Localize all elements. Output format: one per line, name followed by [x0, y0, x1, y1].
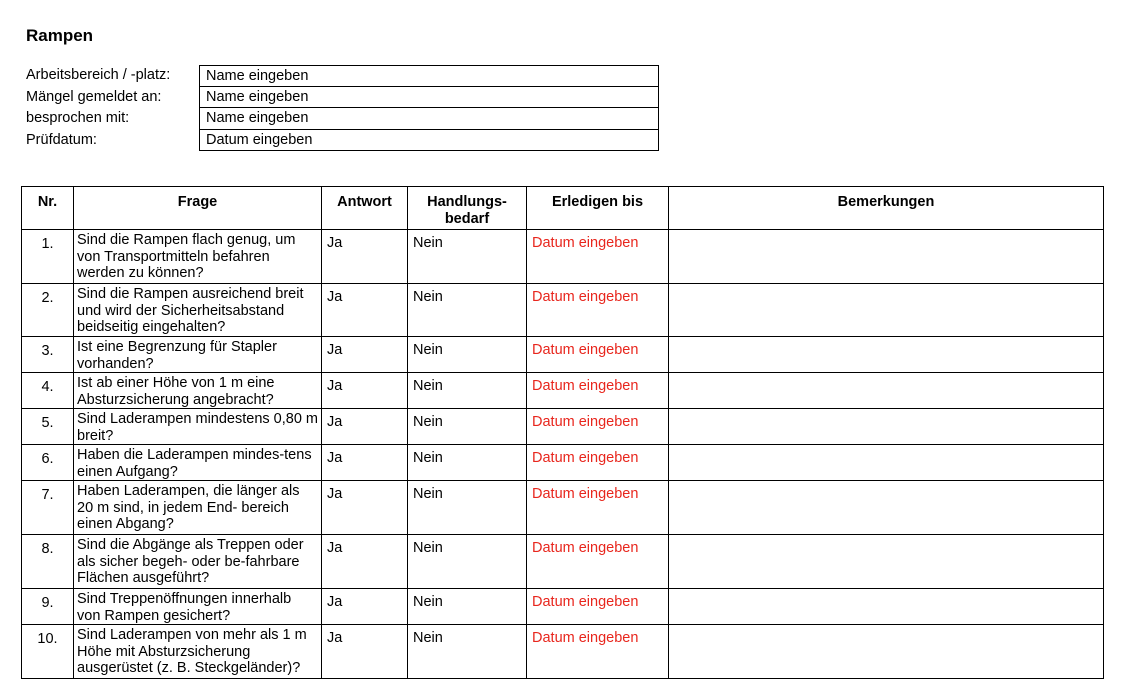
answer-ja[interactable]: Ja [322, 337, 408, 373]
remarks-field[interactable] [669, 481, 1104, 535]
due-date-field[interactable]: Datum eingeben [527, 230, 669, 284]
table-row [22, 284, 1104, 337]
table-row [22, 535, 1104, 589]
meta-row-arbeitsbereich [26, 65, 659, 87]
meta-info-block [26, 65, 659, 151]
meta-label: Prüfdatum: [26, 131, 97, 148]
answer-ja[interactable]: Ja [322, 625, 408, 679]
due-date-field[interactable]: Datum eingeben [527, 589, 669, 625]
row-number: 5. [22, 409, 74, 445]
answer-ja[interactable]: Ja [322, 284, 408, 337]
question-text: Sind Treppenöffnungen innerhalb von Rampen gesichert? [74, 589, 322, 625]
question-text: Sind die Rampen ausreichend breit und wird der Sicherheitsabstand beidseitig eingehalten? [74, 284, 322, 337]
table-header-row [22, 187, 1104, 230]
table-row [22, 589, 1104, 625]
meta-label: Arbeitsbereich / -platz: [26, 67, 171, 83]
remarks-field[interactable] [669, 535, 1104, 589]
table-row [22, 481, 1104, 535]
meta-label: Mängel gemeldet an: [26, 88, 162, 105]
remarks-field[interactable] [669, 337, 1104, 373]
action-nein[interactable]: Nein [408, 284, 527, 337]
action-nein[interactable]: Nein [408, 230, 527, 284]
question-text: Haben die Laderampen mindes-tens einen Aufgang? [74, 445, 322, 481]
meta-label: besprochen mit: [26, 110, 130, 126]
action-nein[interactable]: Nein [408, 373, 527, 409]
due-date-field[interactable]: Datum eingeben [527, 337, 669, 373]
remarks-field[interactable] [669, 409, 1104, 445]
answer-ja[interactable]: Ja [322, 535, 408, 589]
row-number: 4. [22, 373, 74, 409]
meta-row-pruefdatum [26, 130, 659, 152]
table-row [22, 625, 1104, 679]
besprochen-mit-field[interactable]: Name eingeben [199, 108, 659, 130]
due-date-field[interactable]: Datum eingeben [527, 445, 669, 481]
question-text: Haben Laderampen, die länger als 20 m sind, in jedem End- bereich einen Abgang? [74, 481, 322, 535]
remarks-field[interactable] [669, 373, 1104, 409]
remarks-field[interactable] [669, 230, 1104, 284]
header-nr: Nr. [22, 187, 74, 230]
answer-ja[interactable]: Ja [322, 481, 408, 535]
answer-ja[interactable]: Ja [322, 373, 408, 409]
due-date-field[interactable]: Datum eingeben [527, 409, 669, 445]
pruefdatum-field[interactable]: Datum eingeben [199, 130, 659, 152]
remarks-field[interactable] [669, 589, 1104, 625]
due-date-field[interactable]: Datum eingeben [527, 481, 669, 535]
due-date-field[interactable]: Datum eingeben [527, 625, 669, 679]
action-nein[interactable]: Nein [408, 445, 527, 481]
meta-row-besprochen [26, 108, 659, 130]
remarks-field[interactable] [669, 284, 1104, 337]
action-nein[interactable]: Nein [408, 535, 527, 589]
row-number: 10. [22, 625, 74, 679]
checklist-table [21, 186, 1104, 679]
question-text: Ist ab einer Höhe von 1 m eine Absturzsicherung angebracht? [74, 373, 322, 409]
question-text: Sind die Rampen flach genug, um von Transportmitteln befahren werden zu können? [74, 230, 322, 284]
row-number: 1. [22, 230, 74, 284]
table-row [22, 337, 1104, 373]
header-frage: Frage [74, 187, 322, 230]
question-text: Sind die Abgänge als Treppen oder als sicher begeh- oder be-fahrbare Flächen ausgeführt? [74, 535, 322, 589]
arbeitsbereich-field[interactable]: Name eingeben [199, 65, 659, 87]
header-handlungsbedarf-line1: Handlungs- [427, 194, 507, 210]
answer-ja[interactable]: Ja [322, 409, 408, 445]
table-row [22, 445, 1104, 481]
answer-ja[interactable]: Ja [322, 589, 408, 625]
header-antwort: Antwort [322, 187, 408, 230]
action-nein[interactable]: Nein [408, 589, 527, 625]
table-row [22, 409, 1104, 445]
answer-ja[interactable]: Ja [322, 445, 408, 481]
header-erledigen-bis: Erledigen bis [527, 187, 669, 230]
page-title: Rampen [26, 26, 94, 45]
row-number: 8. [22, 535, 74, 589]
due-date-field[interactable]: Datum eingeben [527, 284, 669, 337]
table-row [22, 373, 1104, 409]
action-nein[interactable]: Nein [408, 625, 527, 679]
question-text: Sind Laderampen von mehr als 1 m Höhe mit Absturzsicherung ausgerüstet (z. B. Steckgeländer)? [74, 625, 322, 679]
remarks-field[interactable] [669, 625, 1104, 679]
meta-row-maengel [26, 87, 659, 109]
maengel-gemeldet-field[interactable]: Name eingeben [199, 87, 659, 109]
action-nein[interactable]: Nein [408, 481, 527, 535]
action-nein[interactable]: Nein [408, 337, 527, 373]
due-date-field[interactable]: Datum eingeben [527, 373, 669, 409]
row-number: 2. [22, 284, 74, 337]
question-text: Sind Laderampen mindestens 0,80 m breit? [74, 409, 322, 445]
row-number: 6. [22, 445, 74, 481]
action-nein[interactable]: Nein [408, 409, 527, 445]
row-number: 9. [22, 589, 74, 625]
remarks-field[interactable] [669, 445, 1104, 481]
header-handlungsbedarf-line2: bedarf [444, 210, 490, 227]
header-handlungsbedarf [408, 187, 527, 230]
row-number: 3. [22, 337, 74, 373]
row-number: 7. [22, 481, 74, 535]
answer-ja[interactable]: Ja [322, 230, 408, 284]
table-row [22, 230, 1104, 284]
question-text: Ist eine Begrenzung für Stapler vorhanden? [74, 337, 322, 373]
due-date-field[interactable]: Datum eingeben [527, 535, 669, 589]
header-bemerkungen: Bemerkungen [669, 187, 1104, 230]
